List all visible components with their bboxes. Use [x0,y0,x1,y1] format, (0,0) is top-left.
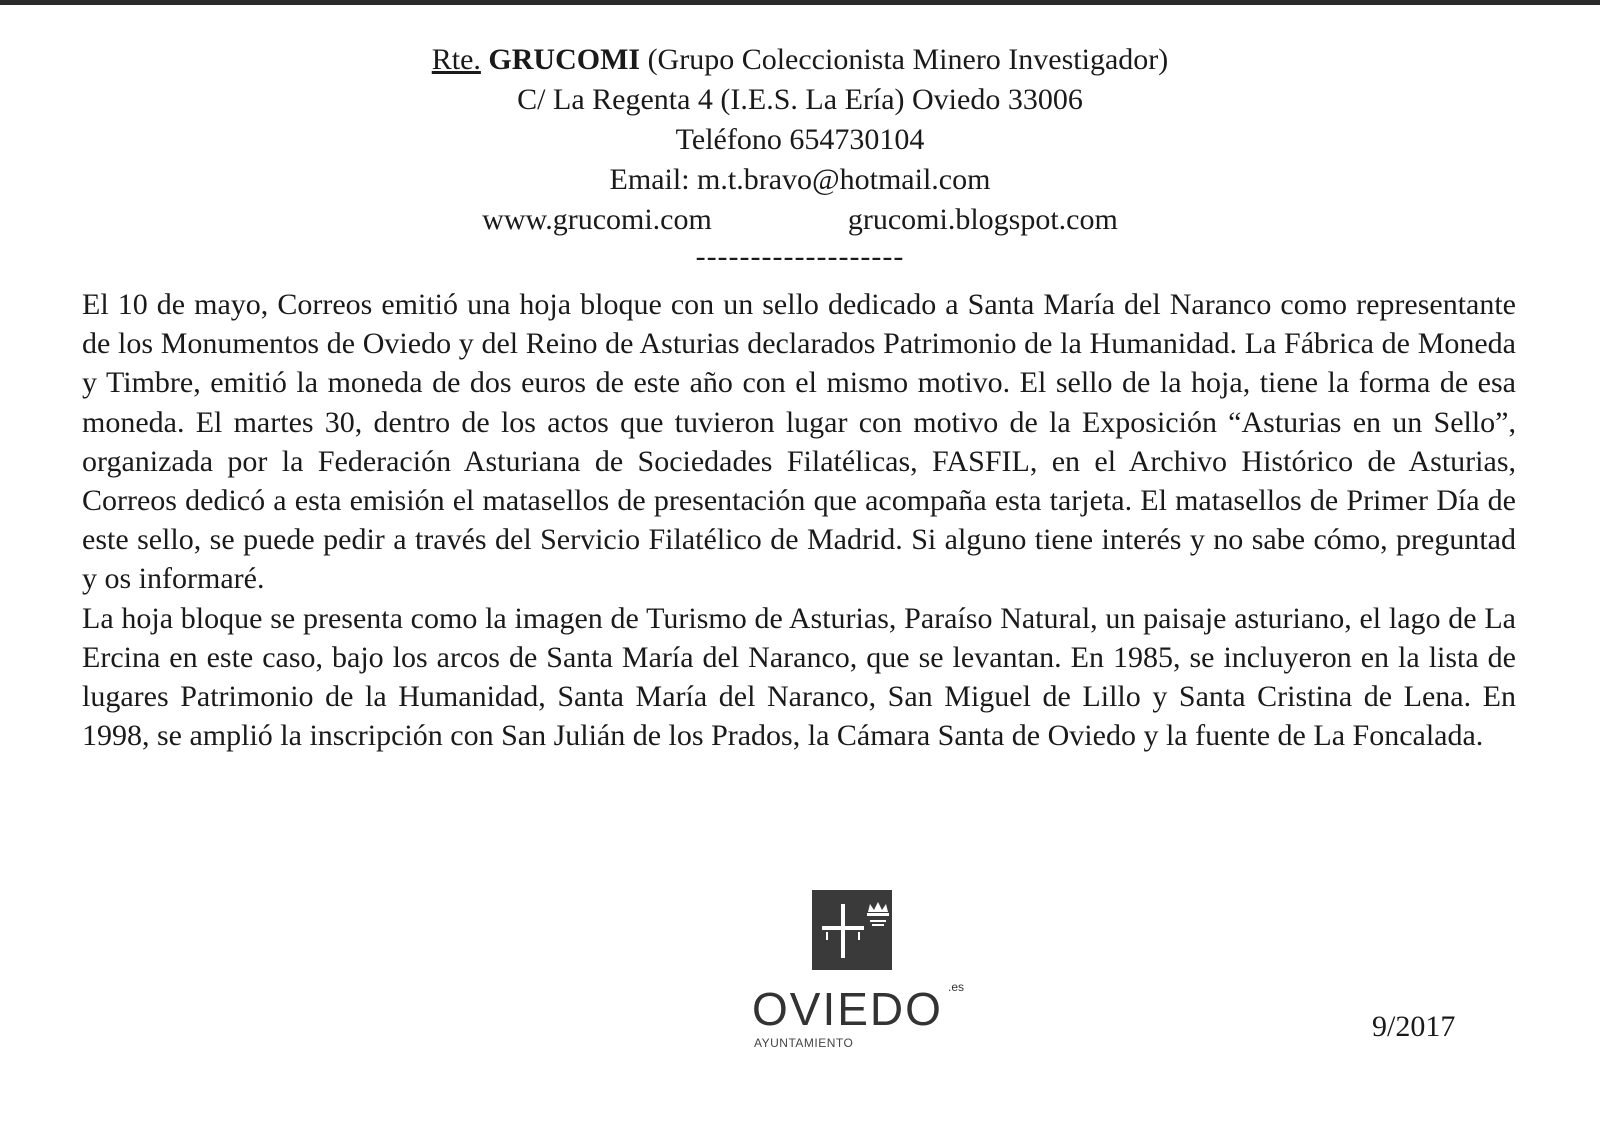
top-border-line [0,0,1600,5]
website-link: www.grucomi.com [482,203,712,236]
body-text [82,285,1516,755]
org-full-name: (Grupo Coleccionista Minero Investigador) [647,43,1169,76]
rte-label: Rte. [431,43,481,76]
header-divider: ------------------- [695,240,905,273]
sender-header [0,40,1600,272]
paragraph-2: La hoja bloque se presenta como la imagen de Turismo de Asturias, Paraíso Natural, un paisaje asturiano, el lago de La Ercina en este caso, bajo los arcos de Santa María del Naranco, que se levantan. En 1985, se incluyeron en la lista de lugares Patrimonio de la Humanidad, Santa María del Naranco, San Miguel de Lillo y Santa Cristina de Lena. En 1998, se amplió la inscripción con San Julián de los Prados, la Cámara Santa de Oviedo y la fuente de La Foncalada. [82,601,1516,753]
issue-date: 9/2017 [1372,1010,1456,1043]
logo-subtitle: AYUNTAMIENTO [754,1036,854,1050]
email-line: Email: m.t.bravo@hotmail.com [609,163,991,196]
logo-tld: .es [948,980,965,994]
sender-line [0,40,1600,80]
blog-link: grucomi.blogspot.com [847,203,1118,236]
phone-line: Teléfono 654730104 [675,123,925,156]
asturias-cross-emblem-icon [812,890,892,970]
org-name: GRUCOMI [488,43,641,76]
address-line: C/ La Regenta 4 (I.E.S. La Ería) Oviedo 33006 [517,83,1083,116]
paragraph-1: El 10 de mayo, Correos emitió una hoja bloque con un sello dedicado a Santa María del Naranco como representante de los Monumentos de Oviedo y del Reino de Asturias declarados Patrimonio de la Humanidad. La Fábrica de Moneda y Timbre, emitió la moneda de dos euros de este año con el mismo motivo. El sello de la hoja, tiene la forma de esa moneda. El martes 30, dentro de los actos que tuvieron lugar con motivo de la Exposición “Asturias en un Sello”, organizada por la Federación Asturiana de Sociedades Filatélicas, FASFIL, en el Archivo Histórico de Asturias, Correos dedicó a esta emisión el matasellos de presentación que acompaña esta tarjeta. El matasellos de Primer Día de este sello, se puede pedir a través del Servicio Filatélico de Madrid. Si alguno tiene interés y no sabe cómo, preguntad y os informaré. [82,288,1516,596]
oviedo-logo [752,890,992,1060]
logo-wordmark: OVIEDO [752,983,943,1035]
web-links-line [0,200,1600,240]
